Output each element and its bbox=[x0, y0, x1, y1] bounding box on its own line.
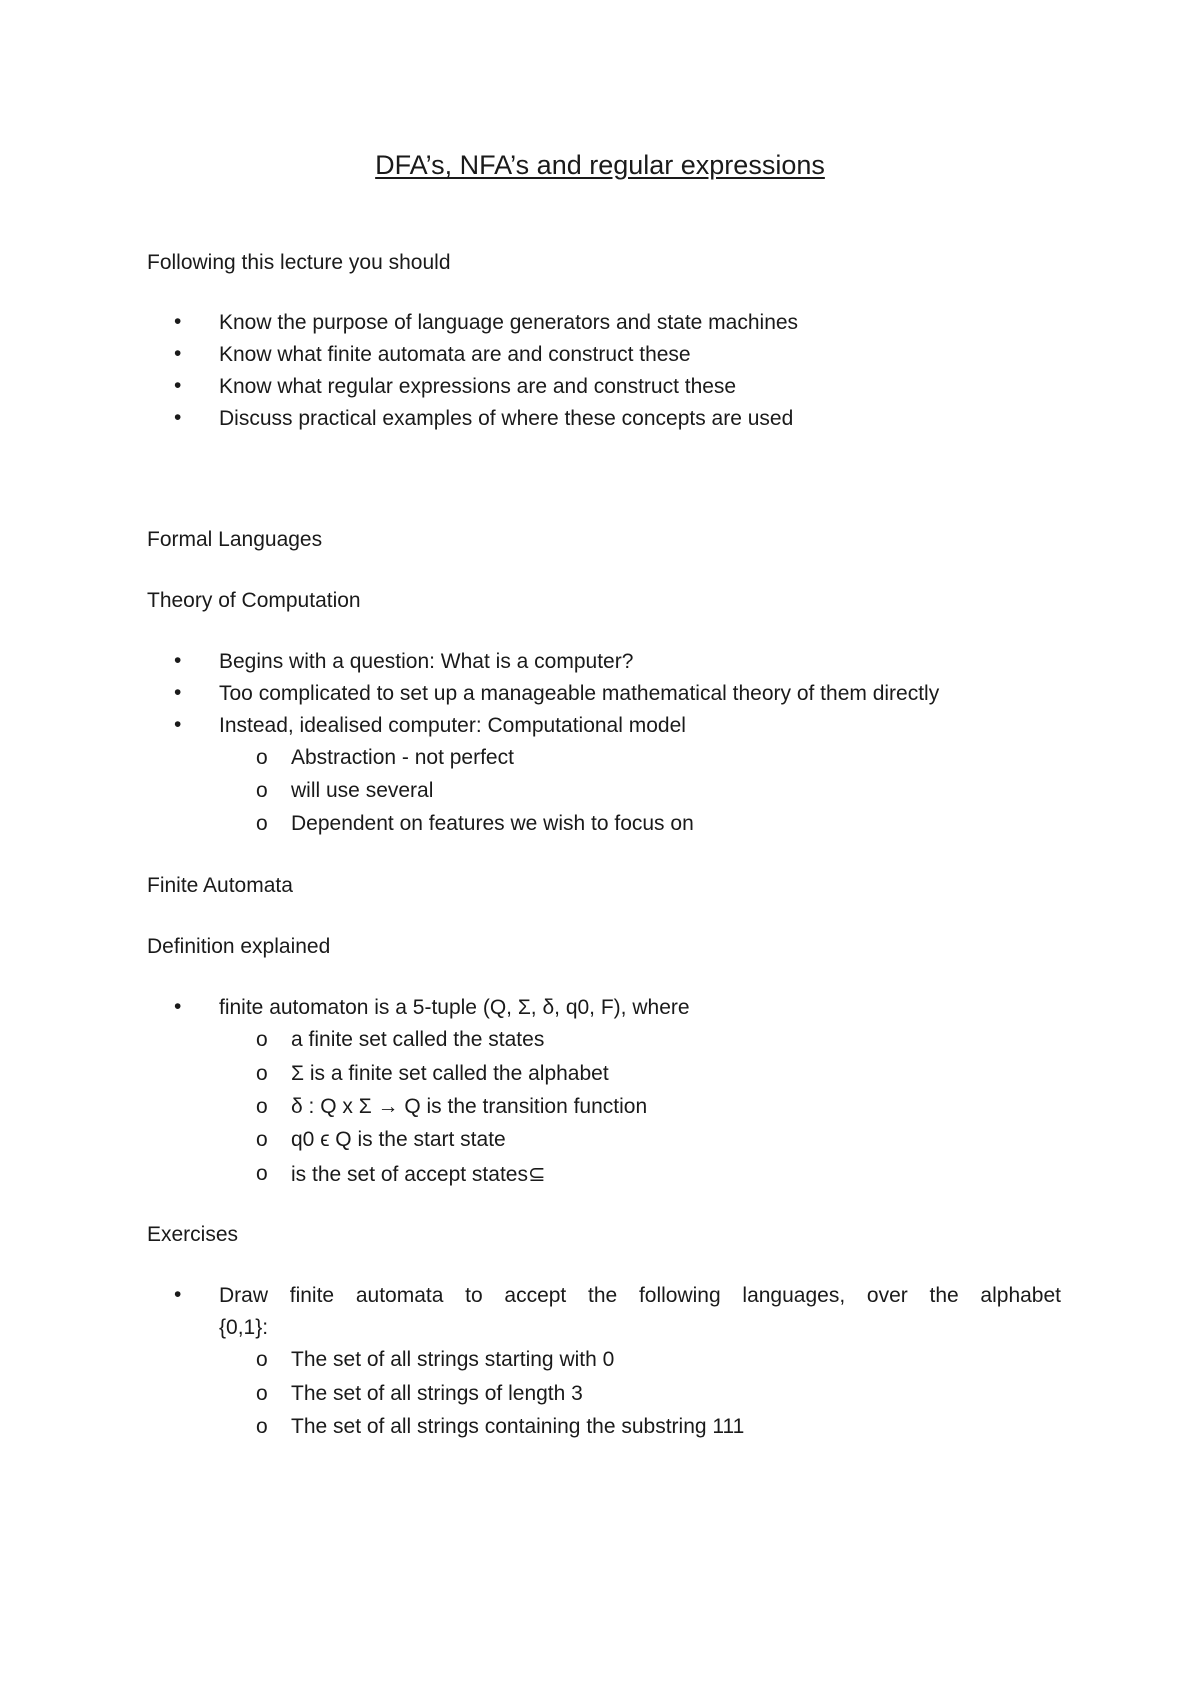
document-page: DFA’s, NFA’s and regular expressions Following this lecture you should Know the purpose of language generators and state machines Know what finite automata are and construct these Know what regular expressions are and construct these Discuss practical examples of where these concepts are used Formal Languages Theory of Computation Begins with a question: What is a computer? Too complicated to set up a manageable mathematical theory of them directly Instead, idealised computer: Computational model o Abstraction - not perfect o will use several o Dependent on features we wish to focus on Finite Automata Definition explained finite automaton is a 5-tuple (Q, Σ, δ, q0, F), where o a finite set called the states o Σ is a finite set called the alphabet o δ : Q x Σ → Q is the transition function o q0 ϵ Q is the start state o is the set of accept states⊆ Exercises Draw finite automata to accept the following languages, over the alphabet {0,1}: o The set of all strings starting with 0 o The set of all strings of length 3 o The set of all strings containing the substring 111 bbox=[0, 0, 1200, 1698]
exercise-item-line2: {0,1}: bbox=[219, 1316, 269, 1339]
intro-text: Following this lecture you should bbox=[147, 251, 451, 274]
exercise-item-line1: Draw finite automata to accept the following languages, over the alphabet bbox=[219, 1284, 1061, 1307]
section-heading-exercises: Exercises bbox=[147, 1223, 239, 1246]
section-heading-theory: Theory of Computation bbox=[147, 589, 361, 612]
section-heading-finite: Finite Automata bbox=[147, 874, 293, 897]
section-heading-formal: Formal Languages bbox=[147, 528, 323, 551]
page-title: DFA’s, NFA’s and regular expressions bbox=[375, 150, 825, 180]
section-heading-definition: Definition explained bbox=[147, 935, 331, 958]
